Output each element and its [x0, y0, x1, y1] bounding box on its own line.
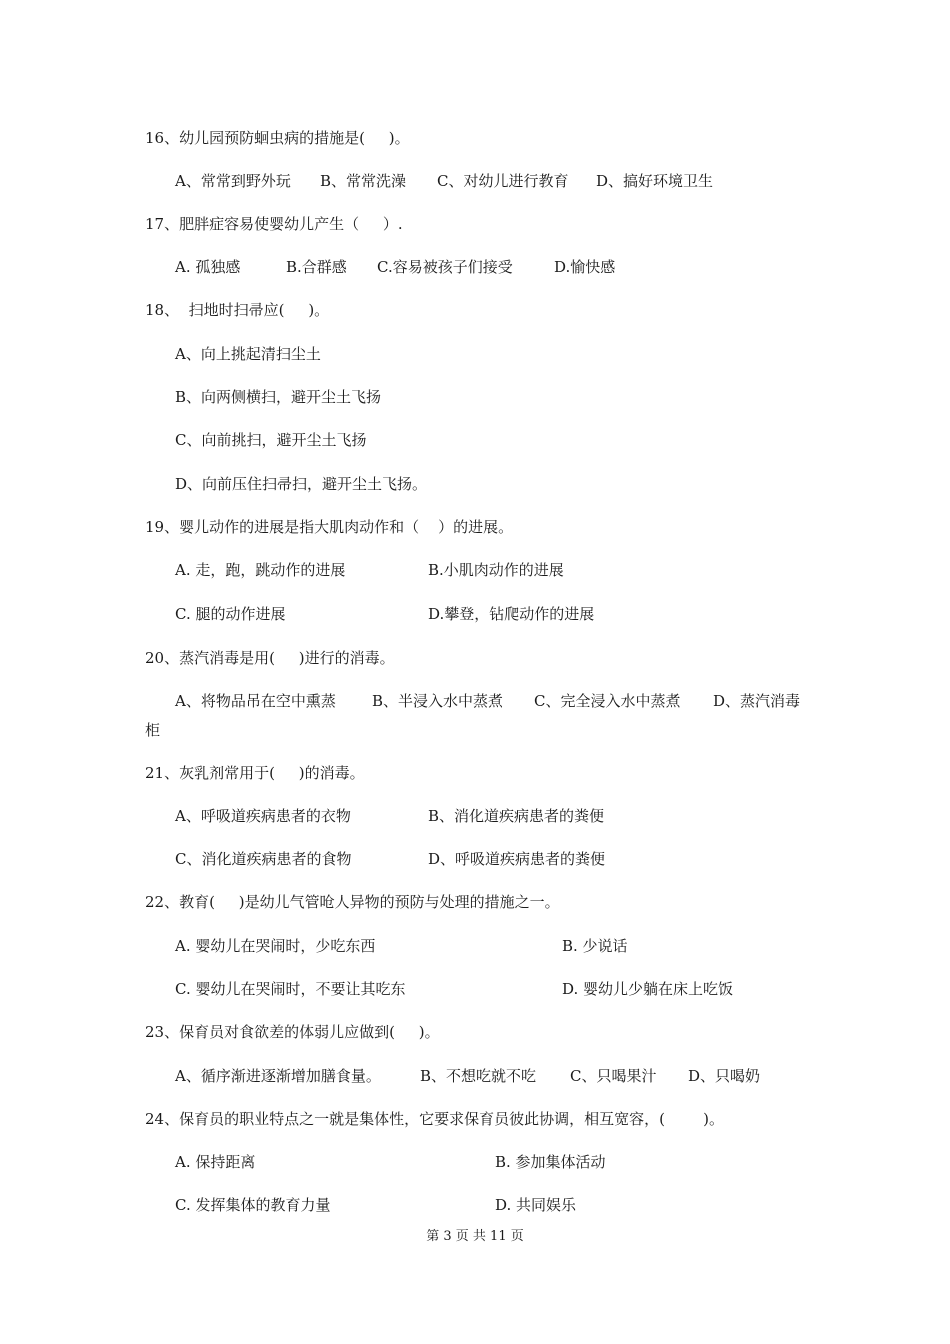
q18-option-a: A、向上挑起清扫尘土: [175, 345, 321, 363]
page-number-footer: 第 3 页 共 11 页: [426, 1229, 524, 1244]
q21-option-b: B、消化道疾病患者的粪便: [428, 807, 605, 825]
q18-option-c: C、向前挑扫，避开尘土飞扬: [175, 431, 367, 449]
q24-option-b: B. 参加集体活动: [495, 1153, 606, 1171]
q23-option-a: A、循序渐进逐渐增加膳食量。: [175, 1067, 381, 1085]
q16-option-d: D、搞好环境卫生: [596, 172, 714, 190]
q16-option-c: C、对幼儿进行教育: [437, 172, 569, 190]
q19-option-c: C. 腿的动作进展: [175, 605, 286, 623]
question-19-stem: 19、婴儿动作的进展是指大肌肉动作和（ ）的进展。: [145, 518, 514, 536]
q21-option-a: A、呼吸道疾病患者的衣物: [175, 807, 351, 825]
q20-option-d-wrap: 柜: [145, 721, 161, 739]
q20-option-c: C、完全浸入水中蒸煮: [534, 692, 681, 710]
q19-option-a: A. 走，跑，跳动作的进展: [175, 561, 346, 579]
question-20-stem: 20、蒸汽消毒是用( )进行的消毒。: [145, 649, 395, 667]
question-17-stem: 17、肥胖症容易使婴幼儿产生（ ）.: [145, 215, 403, 233]
q22-option-c: C. 婴幼儿在哭闹时，不要让其吃东: [175, 980, 406, 998]
question-21-stem: 21、灰乳剂常用于( )的消毒。: [145, 764, 365, 782]
q23-option-c: C、只喝果汁: [570, 1067, 657, 1085]
q19-option-d: D.攀登，钻爬动作的进展: [428, 605, 595, 623]
q22-option-d: D. 婴幼儿少躺在床上吃饭: [562, 980, 734, 998]
q24-option-d: D. 共同娱乐: [495, 1196, 577, 1214]
question-18-stem: 18、 扫地时扫帚应( )。: [145, 301, 330, 319]
q16-option-b: B、常常洗澡: [320, 172, 407, 190]
q19-option-b: B.小肌肉动作的进展: [428, 561, 564, 579]
q16-option-a: A、常常到野外玩: [175, 172, 291, 190]
q18-option-b: B、向两侧横扫，避开尘土飞扬: [175, 388, 382, 406]
q18-option-d: D、向前压住扫帚扫，避开尘土飞扬。: [175, 475, 428, 493]
q20-option-d: D、蒸汽消毒: [713, 692, 801, 710]
q24-option-c: C. 发挥集体的教育力量: [175, 1196, 331, 1214]
q23-option-b: B、不想吃就不吃: [420, 1067, 537, 1085]
question-24-stem: 24、保育员的职业特点之一就是集体性，它要求保育员彼此协调，相互宽容，( )。: [145, 1110, 724, 1128]
q20-option-b: B、半浸入水中蒸煮: [372, 692, 504, 710]
q22-option-a: A. 婴幼儿在哭闹时，少吃东西: [175, 937, 376, 955]
q22-option-b: B. 少说话: [562, 937, 628, 955]
q24-option-a: A. 保持距离: [175, 1153, 256, 1171]
q17-option-c: C.容易被孩子们接受: [377, 258, 513, 276]
question-23-stem: 23、保育员对食欲差的体弱儿应做到( )。: [145, 1023, 440, 1041]
q17-option-a: A. 孤独感: [175, 258, 241, 276]
q20-option-a: A、将物品吊在空中熏蒸: [175, 692, 336, 710]
q23-option-d: D、只喝奶: [688, 1067, 761, 1085]
q21-option-d: D、呼吸道疾病患者的粪便: [428, 850, 606, 868]
question-16-stem: 16、幼儿园预防蛔虫病的措施是( )。: [145, 129, 410, 147]
q17-option-b: B.合群感: [286, 258, 347, 276]
q21-option-c: C、消化道疾病患者的食物: [175, 850, 352, 868]
q17-option-d: D.愉快感: [554, 258, 616, 276]
question-22-stem: 22、教育( )是幼儿气管呛人异物的预防与处理的措施之一。: [145, 893, 560, 911]
